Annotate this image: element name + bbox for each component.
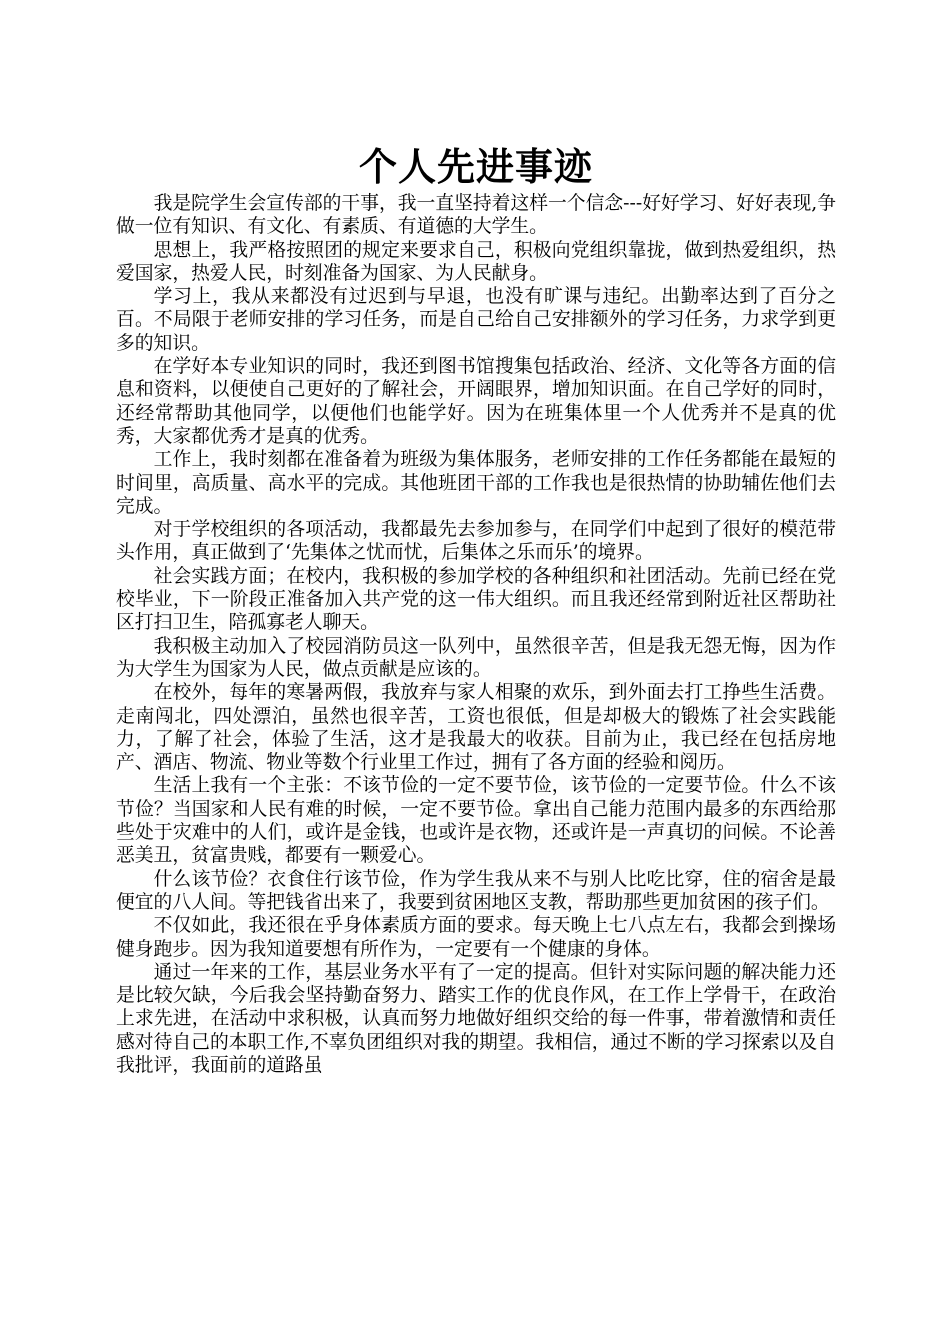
document-page: [116, 142, 836, 1077]
paragraph-social-practice: 社会实践方面；在校内，我积极的参加学校的各种组织和社团活动。先前已经在党校毕业，下一阶段正准备加入共产党的这一伟大组织。而且我还经常到附近社区帮助社区打扫卫生，陪孤寡老人聊天。: [116, 565, 836, 634]
paragraph-summary: 通过一年来的工作，基层业务水平有了一定的提高。但针对实际问题的解决能力还是比较欠缺，今后我会坚持勤奋努力、踏实工作的优良作风，在工作上学骨干，在政治上求先进，在活动中求积极，认真而努力地做好组织交给的每一件事，带着激情和责任感对待自己的本职工作,不辜负团组织对我的期望。我相信，通过不断的学习探索以及自我批评，我面前的道路虽: [116, 961, 836, 1076]
document-body: [116, 192, 836, 1077]
paragraph-fitness: 不仅如此，我还很在乎身体素质方面的要求。每天晚上七八点左右，我都会到操场健身跑步。因为我知道要想有所作为，一定要有一个健康的身体。: [116, 915, 836, 960]
document-title: 个人先进事迹: [358, 144, 593, 189]
paragraph-off-campus: 在校外，每年的寒暑两假，我放弃与家人相聚的欢乐，到外面去打工挣些生活费。走南闯北，四处漂泊，虽然也很辛苦，工资也很低，但是却极大的锻炼了社会实践能力，了解了社会，体验了生活，这才是我最大的收获。目前为止，我已经在包括房地产、酒店、物流、物业等数个行业里工作过，拥有了各方面的经验和阅历。: [116, 682, 836, 774]
paragraph-knowledge: 在学好本专业知识的同时，我还到图书馆搜集包括政治、经济、文化等各方面的信息和资料，以便使自己更好的了解社会，开阔眼界，增加知识面。在自己学好的同时，还经常帮助其他同学，以便他们也能学好。因为在班集体里一个人优秀并不是真的优秀，大家都优秀才是真的优秀。: [116, 356, 836, 447]
paragraph-ideology: 思想上，我严格按照团的规定来要求自己，积极向党组织靠拢，做到热爱组织，热爱国家，热爱人民，时刻准备为国家、为人民献身。: [116, 239, 836, 284]
paragraph-study: 学习上，我从来都没有过迟到与早退，也没有旷课与违纪。出勤率达到了百分之百。不局限于老师安排的学习任务，而是自己给自己安排额外的学习任务，力求学到更多的知识。: [116, 286, 836, 354]
paragraph-activities: 对于学校组织的各项活动，我都最先去参加参与，在同学们中起到了很好的模范带头作用，真正做到了‘先集体之忧而忧，后集体之乐而乐’的境界。: [116, 519, 836, 564]
paragraph-life-principle: 生活上我有一个主张：不该节俭的一定不要节俭，该节俭的一定要节俭。什么不该节俭？当国家和人民有难的时候，一定不要节俭。拿出自己能力范围内最多的东西给那些处于灾难中的人们，或许是金钱，也或许是衣物，还或许是一声真切的问候。不论善恶美丑，贫富贵贱，都要有一颗爱心。: [116, 775, 836, 867]
paragraph-firefighter: 我积极主动加入了校园消防员这一队列中，虽然很辛苦，但是我无怨无悔，因为作为大学生为国家为人民，做点贡献是应该的。: [116, 635, 836, 680]
paragraph-frugality: 什么该节俭？衣食住行该节俭，作为学生我从来不与别人比吃比穿，住的宿舍是最便宜的八人间。等把钱省出来了，我要到贫困地区支教，帮助那些更加贫困的孩子们。: [116, 868, 836, 913]
paragraph-work: 工作上，我时刻都在准备着为班级为集体服务，老师安排的工作任务都能在最短的时间里，高质量、高水平的完成。其他班团干部的工作我也是很热情的协助辅佐他们去完成。: [116, 449, 836, 517]
paragraph-intro: 我是院学生会宣传部的干事，我一直坚持着这样一个信念---好好学习、好好表现,争做一位有知识、有文化、有素质、有道德的大学生。: [116, 193, 836, 238]
